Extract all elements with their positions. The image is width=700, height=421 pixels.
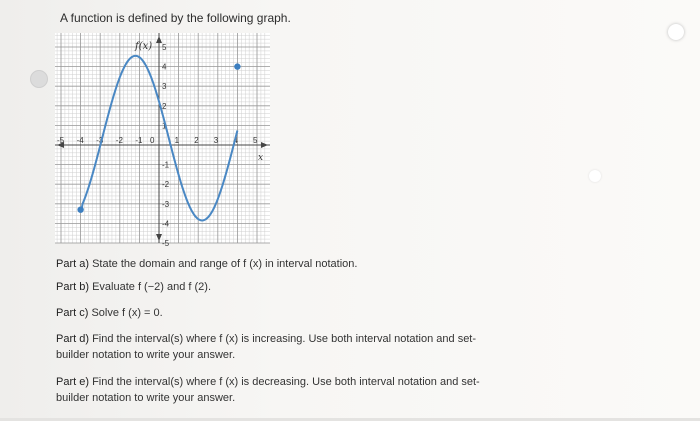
x-tick-label: 5	[253, 136, 258, 145]
right-circle-icon[interactable]	[668, 24, 684, 40]
part-c-label: Part c)	[56, 307, 89, 319]
y-axis-label: f(x)	[135, 41, 153, 52]
part-a-label: Part a)	[56, 258, 90, 270]
x-tick-label: -1	[135, 136, 143, 145]
y-tick-label: -4	[162, 219, 170, 229]
x-tick-label: 4	[233, 136, 238, 145]
y-tick-label: 5	[162, 43, 167, 52]
x-tick-label: -3	[96, 136, 104, 145]
y-tick-label: 1	[162, 121, 167, 131]
question-intro: A function is defined by the following graph.	[60, 11, 291, 25]
y-tick-label: 2	[162, 101, 167, 111]
x-axis-label: x	[258, 153, 264, 163]
part-e-label: Part e)	[56, 376, 90, 388]
part-c-text: Solve f (x) = 0.	[91, 307, 163, 319]
part-b	[56, 279, 211, 295]
part-e-text: Find the interval(s) where f (x) is decreasing. Use both interval notation and set-builder notation to write your answer.	[56, 376, 480, 404]
part-a-text: State the domain and range of f (x) in interval notation.	[92, 258, 358, 270]
y-tick-label: -1	[162, 160, 170, 170]
part-c	[56, 305, 163, 321]
right-dot-icon	[589, 170, 601, 182]
part-b-label: Part b)	[56, 281, 90, 293]
x-tick-label: 1	[174, 136, 180, 145]
y-tick-label: -2	[162, 180, 170, 190]
part-a	[56, 256, 357, 272]
x-tick-label: 3	[213, 136, 219, 145]
part-b-text: Evaluate f (−2) and f (2).	[92, 281, 211, 293]
x-tick-label: 0	[150, 136, 155, 145]
x-tick-label: -4	[76, 136, 84, 145]
part-d	[56, 331, 496, 363]
y-tick-label: 4	[162, 62, 167, 72]
x-tick-label: -2	[115, 136, 123, 145]
function-graph	[55, 33, 270, 248]
part-d-label: Part d)	[56, 333, 90, 345]
y-tick-label: -3	[162, 199, 170, 209]
part-d-text: Find the interval(s) where f (x) is increasing. Use both interval notation and set-builder notation to write your answer.	[56, 333, 477, 361]
y-tick-label: 3	[162, 82, 167, 92]
left-circle-icon[interactable]	[30, 70, 48, 88]
curve-endpoint	[234, 63, 240, 69]
curve-endpoint	[77, 206, 83, 212]
x-tick-label: -5	[57, 136, 65, 145]
x-tick-label: 2	[194, 136, 199, 145]
part-e	[56, 374, 496, 406]
y-tick-label: -5	[162, 239, 170, 248]
